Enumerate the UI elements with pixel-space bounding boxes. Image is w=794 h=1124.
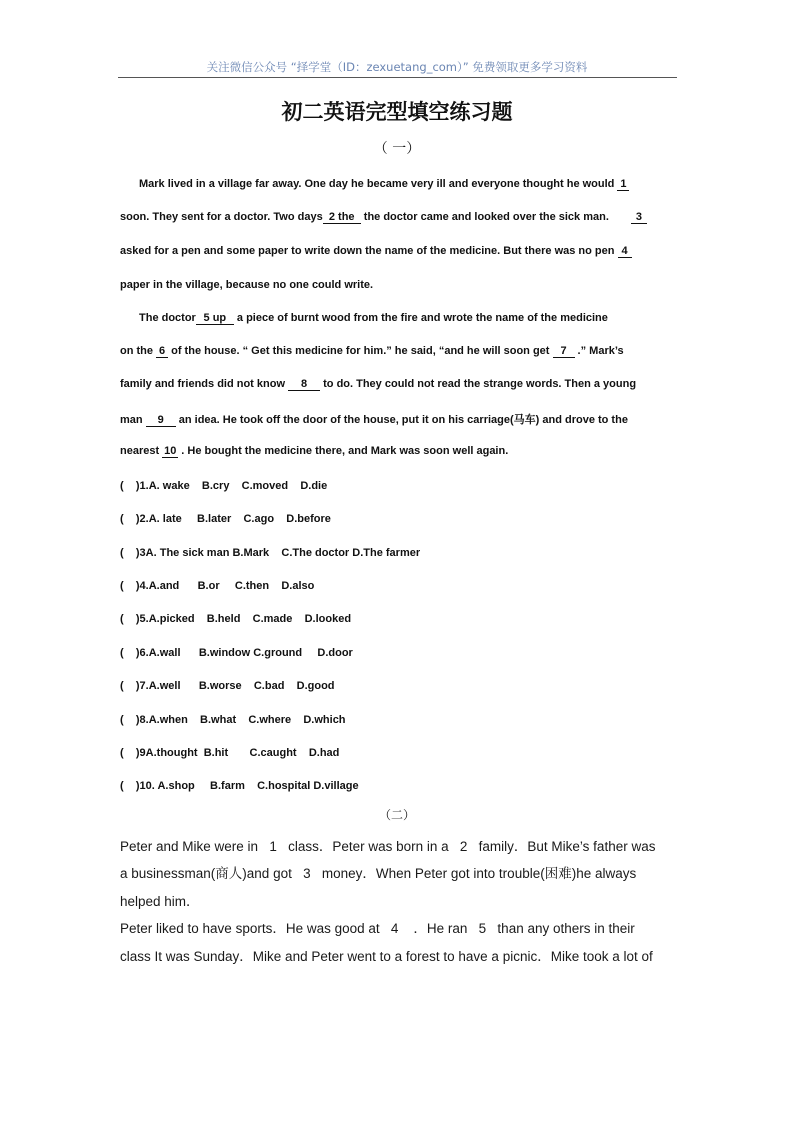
passage-line: The doctor 5 up a piece of burnt wood from the fire and wrote the name of the medicine (139, 312, 608, 324)
blank-5: 5 up (196, 313, 234, 325)
section-two-label: （二） (378, 808, 415, 822)
header-divider (118, 77, 677, 78)
question-option: ( )10. A.shop B.farm C.hospital D.village (120, 780, 359, 792)
blank-7: 7 (553, 346, 575, 358)
passage-line: nearest 10 . He bought the medicine there, and Mark was soon well again. (120, 445, 509, 457)
question-option: ( )9A.thought B.hit C.caught D.had (120, 747, 340, 759)
question-option: ( )3A. The sick man B.Mark C.The doctor D.The farmer (120, 547, 421, 559)
passage-line: soon. They sent for a doctor. Two days 2 the the doctor came and looked over the sick man. 3 (120, 211, 680, 224)
blank-6: 6 (156, 346, 168, 358)
blank-3: 3 (631, 212, 647, 224)
passage-line: man 9 an idea. He took off the door of the house, put it on his carriage(马车) and drove to the (120, 414, 628, 426)
question-option: ( )6.A.wall B.window C.ground D.door (120, 647, 353, 659)
passage-line: a businessman(商人)and got 3 money．When Peter got into trouble(困难)he always (120, 866, 637, 881)
blank-2: 2 the (323, 212, 361, 224)
passage-line: on the 6 of the house. “ Get this medicine for him.” he said, “and he will soon get 7 .” Mark’s (120, 345, 624, 357)
question-option: ( )8.A.when B.what C.where D.which (120, 714, 346, 726)
passage-line: class It was Sunday．Mike and Peter went to a forest to have a picnic．Mike took a lot of (120, 949, 653, 964)
passage-line: family and friends did not know 8 to do. They could not read the strange words. Then a young (120, 378, 637, 390)
passage-line: paper in the village, because no one could write. (120, 279, 374, 291)
page-header: 关注微信公众号 “择学堂（ID：zexuetang_com）” 免费领取更多学习资料 (206, 60, 588, 74)
blank-9: 9 (146, 415, 176, 427)
passage-line: Mark lived in a village far away. One day he became very ill and everyone thought he would 1 (139, 178, 699, 191)
passage-line: Peter and Mike were in 1 class．Peter was born in a 2 family．But Mike’s father was (120, 839, 656, 854)
blank-10: 10 (164, 445, 177, 457)
blank-1: 1 (617, 179, 629, 191)
passage-line: helped him． (120, 894, 200, 909)
question-option: ( )7.A.well B.worse C.bad D.good (120, 680, 335, 692)
section-one-label: （ 一） (373, 141, 421, 157)
question-option: ( )2.A. late B.later C.ago D.before (120, 513, 331, 525)
blank-8: 8 (288, 379, 320, 391)
page-title: 初二英语完型填空练习题 (281, 99, 513, 124)
question-option: ( )4.A.and B.or C.then D.also (120, 580, 315, 592)
question-option: ( )1.A. wake B.cry C.moved D.die (120, 480, 328, 492)
question-option: ( )5.A.picked B.held C.made D.looked (120, 613, 352, 625)
passage-line: asked for a pen and some paper to write down the name of the medicine. But there was no pen 4 (120, 245, 680, 258)
passage-line: Peter liked to have sports．He was good at 4 ．He ran 5 than any others in their (120, 921, 635, 936)
blank-4: 4 (618, 246, 632, 258)
